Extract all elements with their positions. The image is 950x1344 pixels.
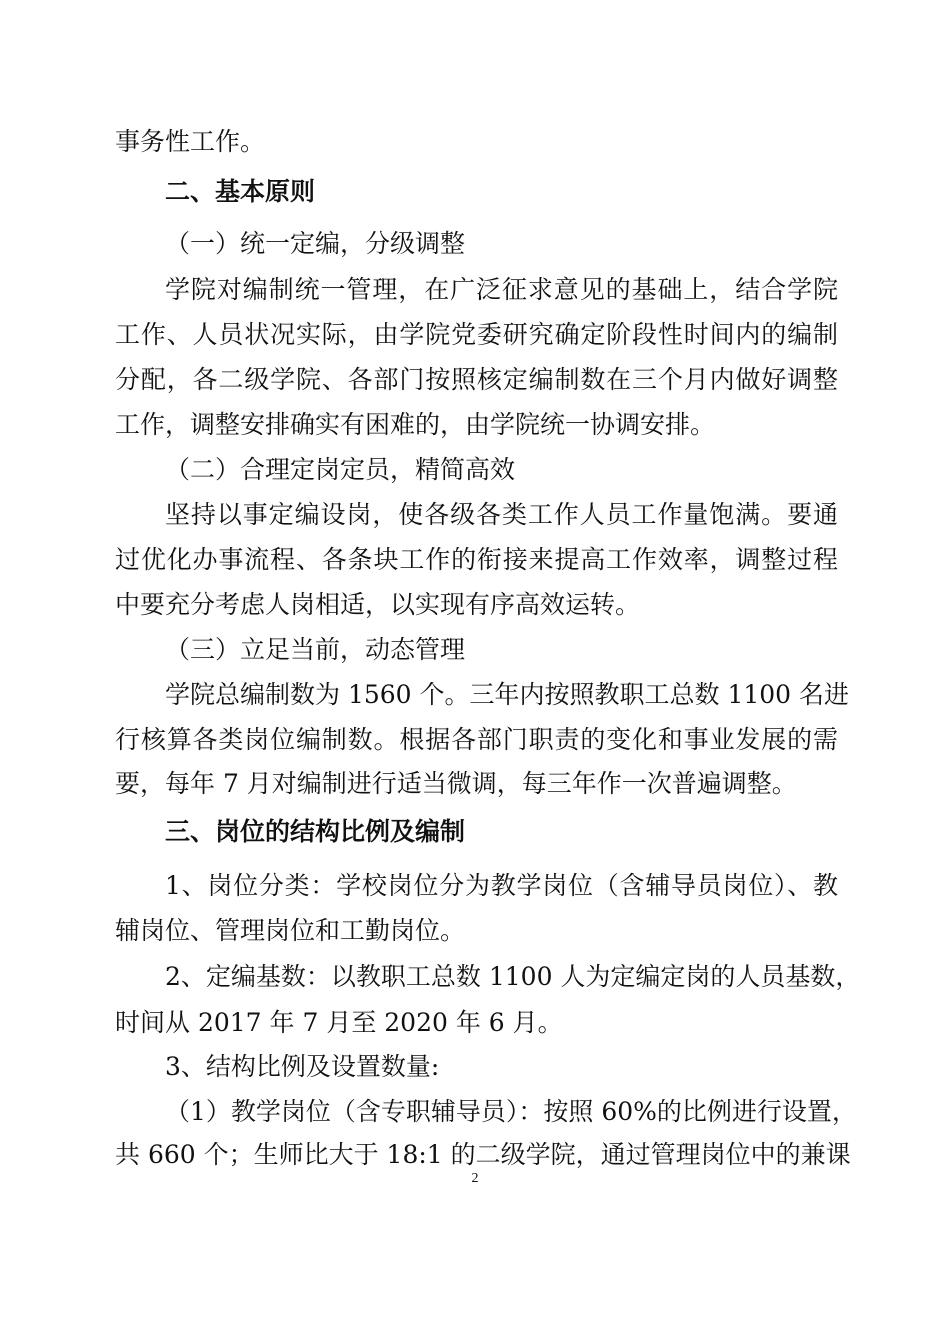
body-text-line: 工作、人员状况实际，由学院党委研究确定阶段性时间内的编制 [115,320,838,349]
body-text-line: （1）教学岗位（含专职辅导员）：按照 60%的比例进行设置， [165,1097,857,1126]
body-text-line: 事务性工作。 [115,127,266,156]
subsection-heading: （三）立足当前，动态管理 [165,635,466,664]
body-text-line: 中要充分考虑人岗相适，以实现有序高效运转。 [115,590,641,619]
subsection-heading: （一）统一定编，分级调整 [165,229,466,258]
body-text-line: 3、结构比例及设置数量: [165,1052,440,1081]
body-text-line: 学院总编制数为 1560 个。三年内按照教职工总数 1100 名进 [165,680,850,709]
section-heading: 二、基本原则 [165,177,316,206]
body-text-line: 工作，调整安排确实有困难的，由学院统一协调安排。 [115,410,716,439]
body-text-line: 学院对编制统一管理，在广泛征求意见的基础上，结合学院 [165,275,838,304]
body-text-line: 1、岗位分类：学校岗位分为教学岗位（含辅导员岗位）、教 [165,871,838,900]
section-heading: 三、岗位的结构比例及编制 [165,817,466,846]
body-text-line: 行核算各类岗位编制数。根据各部门职责的变化和事业发展的需 [115,725,838,754]
body-text-line: 坚持以事定编设岗，使各级各类工作人员工作量饱满。要通 [165,500,838,529]
body-text-line: 时间从 2017 年 7 月至 2020 年 6 月。 [115,1008,563,1037]
body-text-line: 2、定编基数：以教职工总数 1100 人为定编定岗的人员基数， [165,962,861,991]
page-number: 2 [471,1171,479,1186]
subsection-heading: （二）合理定岗定员，精简高效 [165,455,516,484]
body-text-line: 过优化办事流程、各条块工作的衔接来提高工作效率，调整过程 [115,545,838,574]
body-text-line: 辅岗位、管理岗位和工勤岗位。 [115,916,466,945]
body-text-line: 要，每年 7 月对编制进行适当微调，每三年作一次普遍调整。 [115,769,797,798]
body-text-line: 分配，各二级学院、各部门按照核定编制数在三个月内做好调整 [115,365,838,394]
body-text-line: 共 660 个；生师比大于 18:1 的二级学院，通过管理岗位中的兼课 [115,1140,851,1169]
